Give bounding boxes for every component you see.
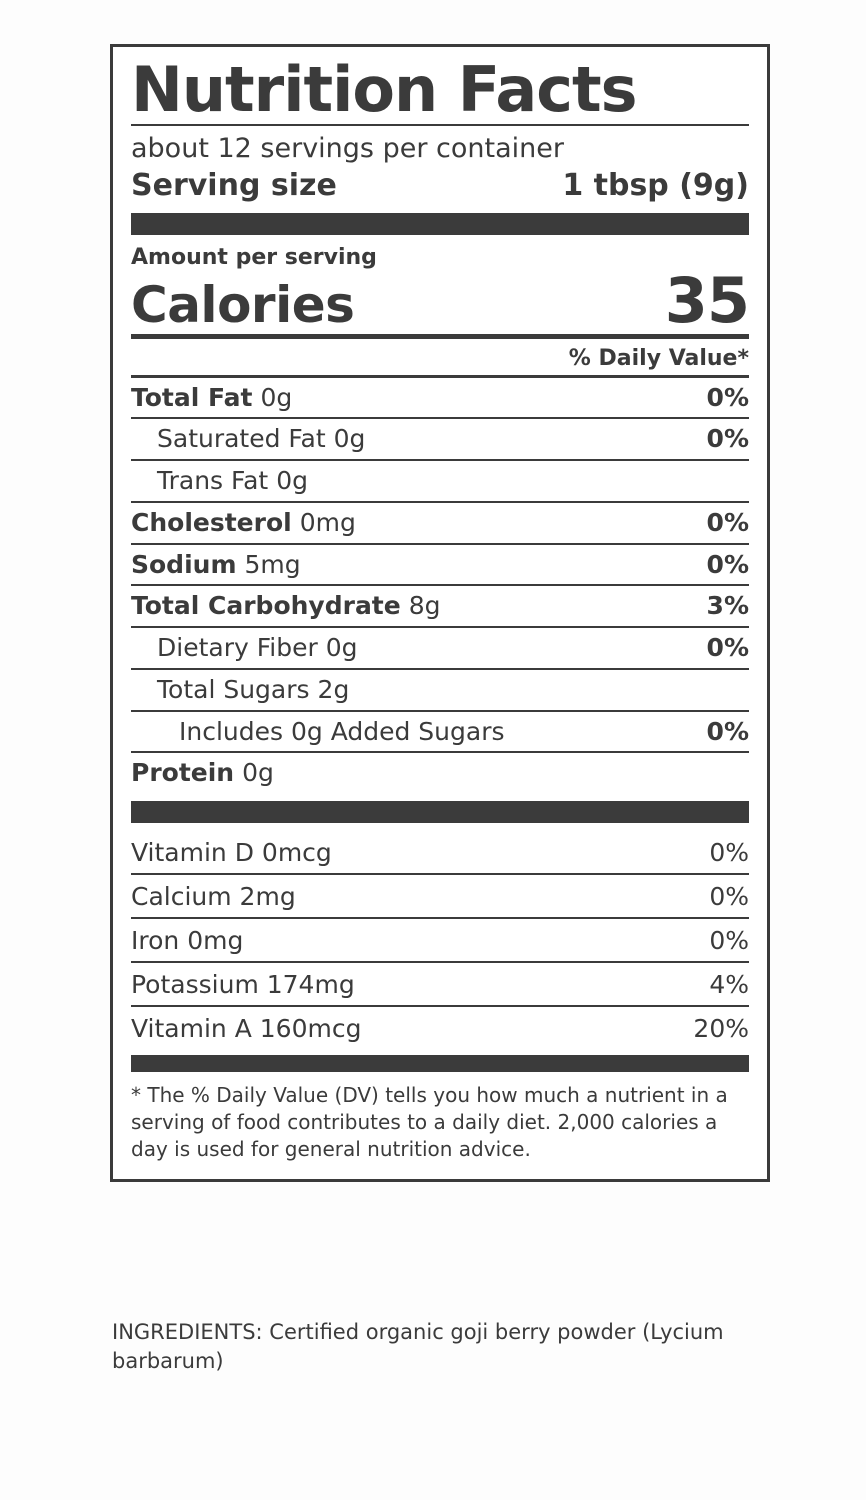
nutrient-dv: 0% [706,716,749,746]
calories-row [131,263,749,339]
vitamin-name: Potassium 174mg [131,970,355,1000]
nutrient-name: Protein [131,758,235,788]
table-row [131,584,749,626]
servings-per-container: about 12 servings per container [131,132,564,164]
table-row [131,501,749,543]
nutrient-name: Dietary Fiber [157,633,318,663]
nutrient-amount: 0g [260,382,293,412]
ingredients-label: INGREDIENTS: [112,1320,263,1344]
calories-value: 35 [664,263,749,337]
nutrient-dv: 0% [706,633,749,663]
nutrient-name: Trans Fat [157,466,269,496]
calories-label: Calories [131,276,355,335]
table-row [131,668,749,710]
table-row [131,710,749,752]
page-title: Nutrition Facts [131,61,749,126]
nutrition-facts-panel [110,44,770,1182]
table-row [131,543,749,585]
serving-size-label: Serving size [131,167,337,203]
daily-value-header: % Daily Value* [568,345,749,371]
nutrient-dv: 0% [706,549,749,579]
nutrient-name: Total Carbohydrate [131,591,401,621]
nutrient-name: Cholesterol [131,507,292,537]
amount-per-serving-label: Amount per serving [131,244,377,270]
table-row [131,459,749,501]
vitamin-dv: 20% [693,1014,749,1044]
table-row [131,375,749,418]
ingredients-block [112,1318,772,1377]
serving-size-row [131,166,749,205]
nutrient-name: Total Fat [131,382,253,412]
nutrient-amount: 0mg [299,507,356,537]
nutrient-name: Saturated Fat [157,424,326,454]
nutrient-amount: 8g [408,591,441,621]
thick-divider-bottom [131,1055,749,1072]
table-row [131,626,749,668]
vitamin-name: Iron 0mg [131,926,244,956]
nutrient-dv: 3% [706,591,749,621]
thick-divider-middle [131,801,749,823]
vitamin-name: Vitamin A 160mcg [131,1014,362,1044]
nutrient-name: Includes 0g Added Sugars [179,716,505,746]
nutrient-name: Sodium [131,549,237,579]
vitamin-name: Calcium 2mg [131,882,296,912]
table-row [131,751,749,793]
table-row [131,1005,749,1049]
vitamin-dv: 0% [709,838,749,868]
nutrient-dv: 0% [706,382,749,412]
serving-size-value: 1 tbsp (9g) [562,167,749,203]
table-row [131,961,749,1005]
nutrient-amount: 0g [276,466,308,496]
thick-divider-top [131,213,749,235]
nutrient-amount: 0g [242,758,274,788]
nutrient-amount: 0g [325,633,358,663]
daily-value-footnote: * The % Daily Value (DV) tells you how much a nutrient in a serving of food contributes to a daily diet. 2,000 calories a day is used for general nutrition advice. [131,1083,728,1162]
table-row [131,831,749,873]
nutrient-dv: 0% [706,424,749,454]
nutrient-name: Total Sugars [157,674,310,704]
nutrient-amount: 2g [317,674,350,704]
vitamin-dv: 4% [709,970,749,1000]
vitamin-dv: 0% [709,926,749,956]
table-row [131,417,749,459]
vitamin-name: Vitamin D 0mcg [131,838,332,868]
ingredients-text: Certified organic goji berry powder (Lycium barbarum) [112,1320,724,1374]
nutrient-dv: 0% [706,507,749,537]
table-row [131,873,749,917]
nutrient-amount: 5mg [244,549,301,579]
vitamin-dv: 0% [709,882,749,912]
table-row [131,917,749,961]
nutrient-amount: 0g [333,424,366,454]
